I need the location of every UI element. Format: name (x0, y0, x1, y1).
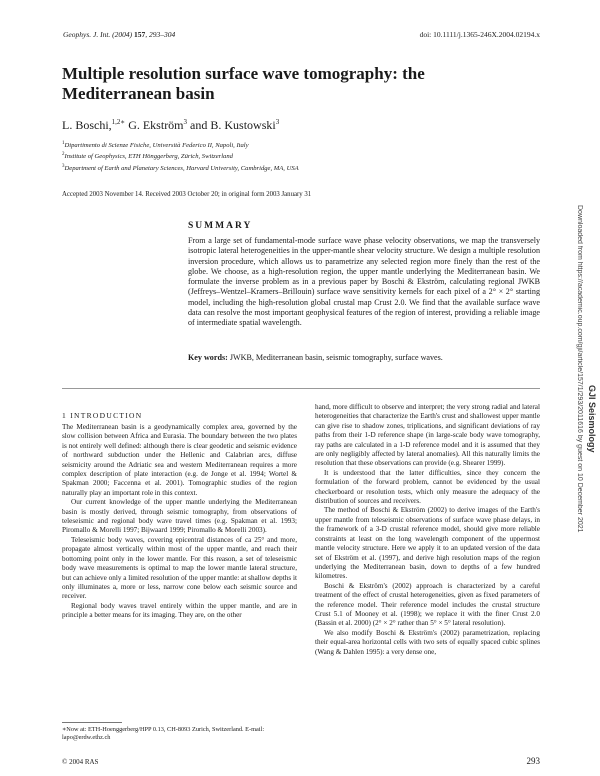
affiliation-2: $^2$Institute of Geophysics, ETH Hönggerberg, Zürich, Switzerland (62, 152, 233, 161)
paragraph: Boschi & Ekström's (2002) approach is characterized by a careful treatment of the effect of crustal heterogeneities, given as fixed parameters of the reference model. Their reference model includes the crustal structure Crust 5.1 of Mooney et al. (1998); we replace it with the finer Crust 2.0 (Bassin et al. 2000) (2° × 2° rather than 5° × 5° lateral resolution). (315, 581, 540, 628)
author-boschi: L. Boschi, (62, 118, 112, 132)
section-divider (62, 388, 540, 389)
paragraph: Our current knowledge of the upper mantle underlying the Mediterranean basin is mostly derived, through seismic tomography, from observations of teleseismic and regional body wave travel times (e.g. Spakman et al. 1993; Piromallo & Morelli 1997; Bijwaard 1999; Piromallo & Morelli 2003). (62, 498, 297, 535)
paragraph: Teleseismic body waves, covering epicentral distances of ca 25° and more, propagate almost vertically within most of the upper mantle, and reach their bottoming point only in the lower mantle. For this reason, a set of teleseismic body wave measurements is optimal to map the lower mantle lateral structure, but can achieve only a limited resolution of the upper mantle: at shallow depths it only illuminates a, more or less, narrow cone below each seismic source and receiver. (62, 535, 297, 601)
running-header-citation (63, 30, 175, 39)
author-list (62, 118, 279, 133)
paragraph: We also modify Boschi & Ekström's (2002) parametrization, replacing their equal-area horizontal cells with two sets of equally spaced cubic splines (Wang & Dahlen 1995): a very dense one, (315, 628, 540, 656)
paragraph: The method of Boschi & Ekström (2002) to derive images of the Earth's upper mantle from teleseismic observations of surface wave phase delays, in the framework of a 3-D crustal reference model, should give more reliable constraints at least on the long wavelength component of the uppermost mantle velocity structure. Here we apply it to an updated version of the data set of Ekström et al. (1997), and derive high resolution maps of the region underlying the Mediterranean basin, down to depths of a few hundred kilometres. (315, 506, 540, 581)
affiliation-1: $^1$Dipartimento di Scienze Fisiche, Università Federico II, Napoli, Italy (62, 141, 249, 150)
submission-dates: Accepted 2003 November 14. Received 2003 October 20; in original form 2003 January 31 (62, 191, 312, 198)
paragraph: hand, more difficult to observe and interpret; the very strong radial and lateral heterogeneities that characterize the Earth's crust and shallowest upper mantle can give rise to shadow zones, triplications, and significant deviations of ray paths from their 1-D reference shape (in large-scale body wave tomography, ray paths are calculated in a 1-D reference model and it is assumed that they are only negligibly affected by lateral anomalies). All this naturally limits the resolution that these observations can provide (e.g. Shearer 1999). (315, 403, 540, 468)
journal-name: Geophys. J. Int. (63, 30, 111, 39)
affiliation-3: $^3$Department of Earth and Planetary Sciences, Harvard University, Cambridge, MA, USA (62, 163, 299, 172)
page-number: 293 (526, 756, 540, 766)
author-kustowski: and B. Kustowski (187, 118, 276, 132)
left-column (62, 423, 297, 621)
section-heading-introduction: 1 INTRODUCTION (62, 411, 143, 420)
summary-heading: SUMMARY (188, 221, 253, 231)
paper-title: Multiple resolution surface wave tomography: the Mediterranean basin (62, 64, 425, 103)
footnote: ∗Now at: ETH-Hoenggerberg/HPP 0.13, CH-8093 Zurich, Switzerland. E-mail: lapo@erdw.ethz.ch (62, 726, 265, 742)
paragraph: Regional body waves travel entirely within the upper mantle, and are in principle a better means for its imaging. They are, on the other (62, 601, 297, 620)
affiliations (62, 139, 299, 173)
keywords-list: JWKB, Mediterranean basin, seismic tomography, surface waves. (227, 353, 443, 362)
page-range: , 293–304 (145, 30, 176, 39)
keywords-label: Key words: (188, 353, 228, 362)
author-ekstrom-affil: 3 (183, 118, 188, 126)
footnote-divider (62, 722, 122, 723)
paragraph: The Mediterranean basin is a geodynamically complex area, governed by the slow collision between Africa and Eurasia. The boundary between the two plates is not entirely well defined: although there is clear geodetic and seismic evidence of northward subduction under the Hellenic and Calabrian arcs, diffuse seismicity around the Adriatic sea and western Mediterranean requires a more complex description of plate interaction (e.g. de Jonge et al. 1994; Wortel & Spakman 2000; Faccenna et al. 2001). Tomographic studies of the region naturally play an important role in this context. (62, 423, 297, 497)
author-kustowski-affil: 3 (275, 118, 280, 126)
volume-number: 157 (134, 30, 146, 39)
citation-year: (2004) (112, 30, 133, 39)
author-boschi-affil: 1,2∗ (111, 118, 126, 126)
journal-section-logo: GJI Seismology (587, 385, 597, 453)
keywords (188, 353, 540, 362)
summary-text: From a large set of fundamental-mode surface wave phase velocity observations, we map the transversely isotropic lateral heterogeneities in the upper-mantle shear velocity structure. We design a multiple resolution inversion procedure, which allows us to parametrize any selected region more finely than the rest of the globe. We choose, as a high-resolution region, the upper mantle underlying the Mediterranean basin. We formulate the inverse problem as in a previous paper by Boschi & Ekström, calculating regional JWKB (Jeffreys–Wentzel–Kramers–Brillouin) surface wave sensitivity kernels for each pixel of a 2° × 2° starting model, including the high-resolution global crustal map Crust 2.0. We find that the available surface wave data can resolve the most important geophysical features of the region of interest, providing a reliable image of intermediate spatial wavelength. (188, 236, 540, 328)
download-watermark: Downloaded from https://academic.oup.com/gji/article/157/1/293/2011616 by guest on 10 December 2021 (576, 205, 583, 533)
paragraph: It is understood that the latter difficulties, since they concern the formulation of the forward problem, cannot be evidenced by the usual checkerboard or resolution tests, which only measure the adequacy of the distribution of sources and receivers. (315, 468, 540, 506)
right-column (315, 403, 540, 657)
author-ekstrom: G. Ekström (125, 118, 184, 132)
doi[interactable]: doi: 10.1111/j.1365-246X.2004.02194.x (419, 30, 540, 39)
copyright: © 2004 RAS (62, 758, 99, 766)
